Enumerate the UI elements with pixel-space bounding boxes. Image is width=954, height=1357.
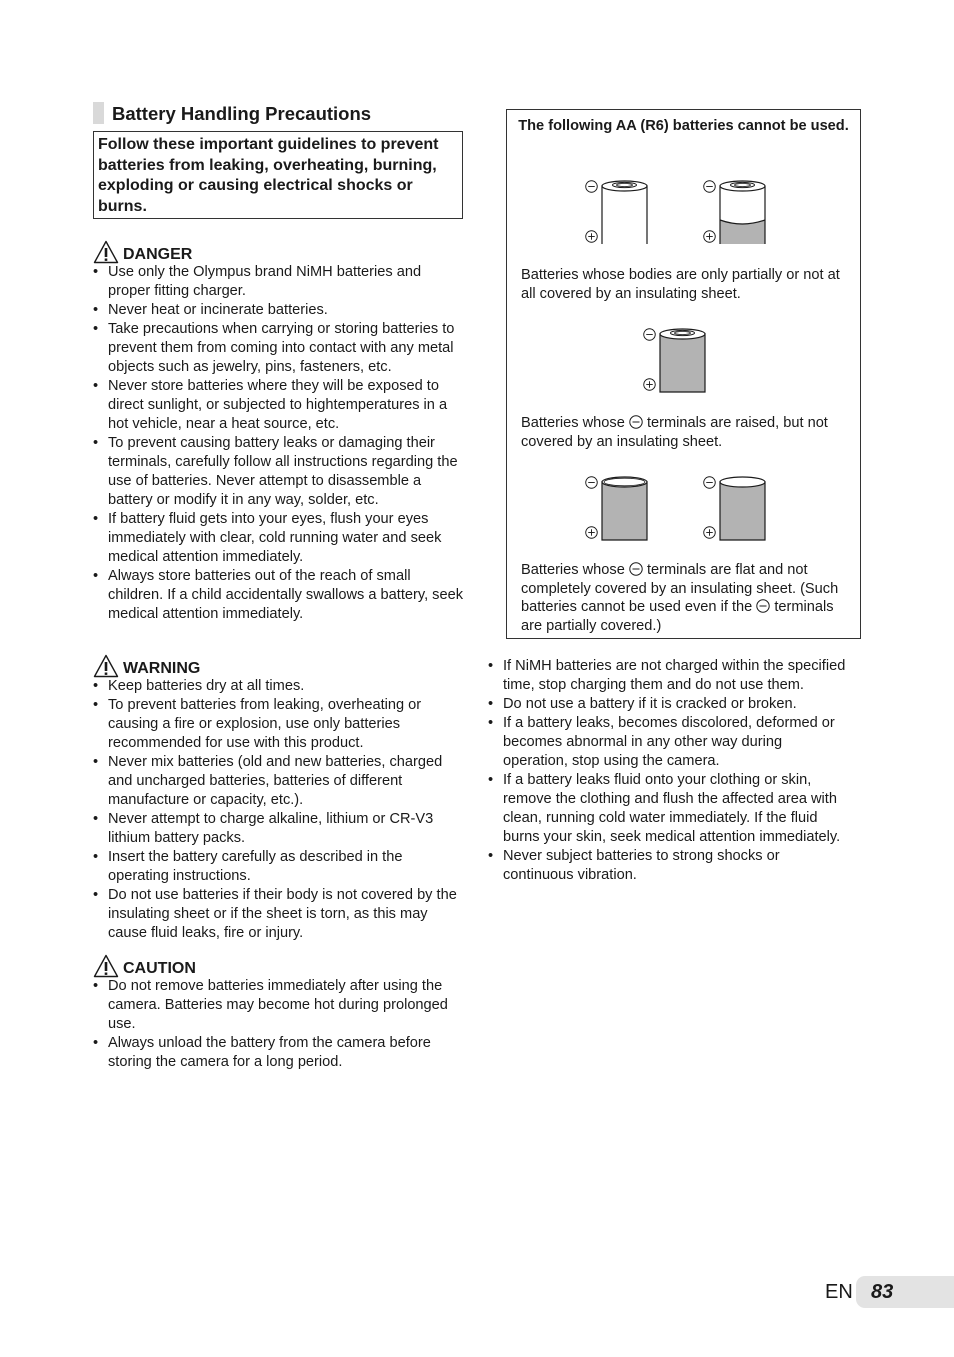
section-title: Battery Handling Precautions	[112, 103, 372, 124]
list-item: • If battery fluid gets into your eyes, flush your eyes immediately with clear, cold running water and seek medical attention immediately.	[93, 510, 465, 567]
desc-text: terminals are partially covered.)	[521, 599, 834, 634]
battery-flat-terminal-illustration	[583, 472, 663, 542]
panel-title: The following AA (R6) batteries cannot be used.	[518, 118, 849, 134]
minus-terminal-icon	[629, 415, 643, 429]
danger-heading	[93, 236, 192, 264]
list-item: • Never attempt to charge alkaline, lithium or CR-V3 lithium battery packs.	[93, 810, 465, 848]
list-item: • Do not remove batteries immediately after using the camera. Batteries may become hot during prolonged use.	[93, 977, 465, 1034]
battery-partially-covered-illustration	[701, 176, 781, 246]
desc-text: terminals are flat and not completely covered by an insulating sheet. (Such batteries cannot be used even if the	[521, 562, 839, 615]
list-item: • To prevent batteries from leaking, overheating or causing a fire or explosion, use only batteries recommended for use with this product.	[93, 696, 465, 753]
warning-heading	[93, 650, 200, 678]
desc-text: terminals are raised, but not covered by an insulating sheet.	[521, 415, 828, 450]
panel-desc-raised	[521, 414, 851, 451]
battery-uncovered-illustration	[583, 176, 663, 246]
warning-label: WARNING	[123, 660, 201, 677]
right-bullet-list	[488, 657, 850, 885]
minus-terminal-icon	[629, 562, 643, 576]
caution-heading	[93, 950, 196, 978]
list-item: • Use only the Olympus brand NiMH batteries and proper fitting charger.	[93, 263, 465, 301]
panel-desc-uncovered: Batteries whose bodies are only partially or not at all covered by an insulating sheet.	[521, 267, 840, 302]
unusable-batteries-panel	[506, 109, 861, 639]
section-title-bar	[93, 102, 104, 124]
warning-list	[93, 677, 465, 943]
caution-label: CAUTION	[123, 960, 196, 977]
warning-triangle-icon	[93, 954, 119, 978]
intro-box: Follow these important guidelines to prevent batteries from leaking, overheating, burning, exploding or causing electrical shocks or burns.	[93, 131, 463, 219]
page-number: 83	[871, 1281, 894, 1303]
minus-terminal-icon	[756, 599, 770, 613]
panel-desc-flat	[521, 561, 851, 635]
battery-flat-plain-illustration	[701, 472, 781, 542]
list-item: • If NiMH batteries are not charged within the specified time, stop charging them and do not use them.	[488, 657, 850, 695]
caution-list	[93, 977, 465, 1072]
list-item: • Take precautions when carrying or storing batteries to prevent them from coming into contact with any metal objects such as jewelry, pins, fasteners, etc.	[93, 320, 465, 377]
list-item: • Insert the battery carefully as described in the operating instructions.	[93, 848, 465, 886]
list-item: • If a battery leaks, becomes discolored, deformed or becomes abnormal in any other way during operation, stop using the camera.	[488, 714, 850, 771]
list-item: • Never heat or incinerate batteries.	[93, 301, 465, 320]
list-item: • Always store batteries out of the reach of small children. If a child accidentally swallows a battery, seek medical attention immediately.	[93, 567, 465, 624]
desc-text: Batteries whose	[521, 415, 625, 431]
list-item: • Never store batteries where they will be exposed to direct sunlight, or subjected to hightemperatures in a hot vehicle, near a heat source, etc.	[93, 377, 465, 434]
list-item: • Keep batteries dry at all times.	[93, 677, 465, 696]
list-item: • Do not use batteries if their body is not covered by the insulating sheet or if the sheet is torn, as this may cause fluid leaks, fire or injury.	[93, 886, 465, 943]
list-item: • Never mix batteries (old and new batteries, charged and uncharged batteries, batteries of different manufacture or capacity, etc.).	[93, 753, 465, 810]
battery-raised-terminal-illustration	[641, 324, 721, 394]
desc-text: Batteries whose	[521, 562, 625, 578]
danger-label: DANGER	[123, 246, 193, 263]
language-label: EN	[825, 1281, 853, 1303]
warning-triangle-icon	[93, 654, 119, 678]
list-item: • Never subject batteries to strong shocks or continuous vibration.	[488, 847, 850, 885]
list-item: • If a battery leaks fluid onto your clothing or skin, remove the clothing and flush the affected area with clean, running cold water immediately. If the fluid burns your skin, seek medical attention immediately.	[488, 771, 850, 847]
warning-triangle-icon	[93, 240, 119, 264]
danger-list	[93, 263, 465, 624]
list-item: • Always unload the battery from the camera before storing the camera for a long period.	[93, 1034, 465, 1072]
list-item: • To prevent causing battery leaks or damaging their terminals, carefully follow all instructions regarding the use of batteries. Never attempt to disassemble a battery or modify it in any way, solder, etc.	[93, 434, 465, 510]
list-item: • Do not use a battery if it is cracked or broken.	[488, 695, 850, 714]
